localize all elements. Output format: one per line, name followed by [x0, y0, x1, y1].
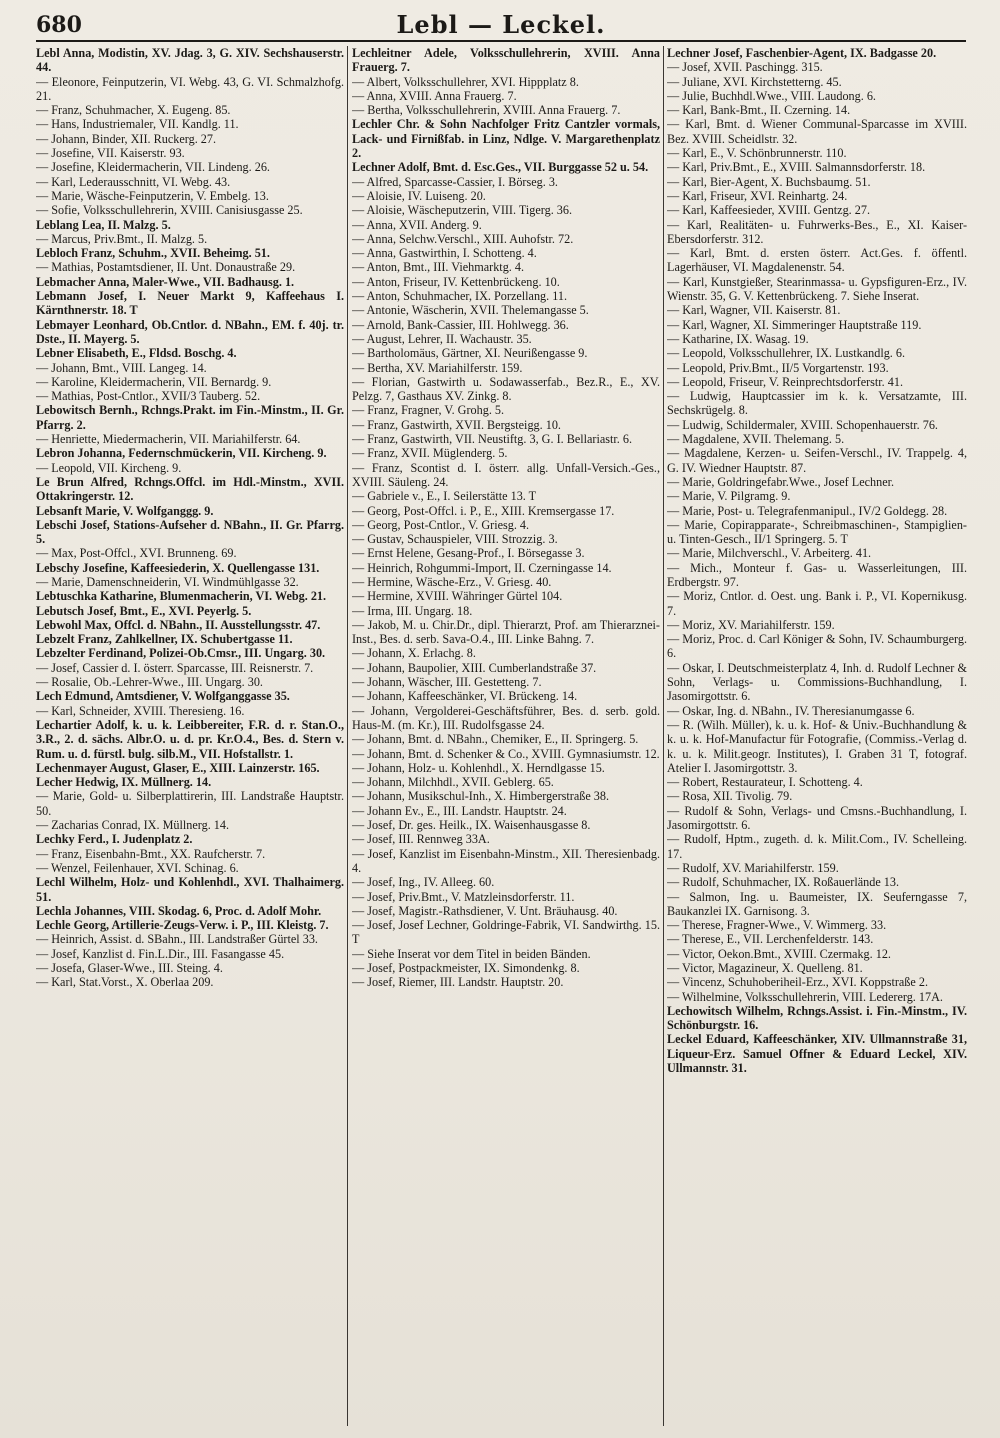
directory-entry: — August, Lehrer, II. Wachaustr. 35.	[352, 331, 532, 346]
directory-entry: — Marcus, Priv.Bmt., II. Malzg. 5.	[36, 231, 208, 246]
directory-entry: — Marie, Goldringefabr.Wwe., Josef Lechner.	[667, 474, 895, 489]
directory-entry: Leckel Eduard, Kaffeeschänker, XIV. Ullmannstraße 31, Liqueur-Erz. Samuel Offner & Eduard Leckel, XIV. Ullmannstr. 31.	[667, 1032, 967, 1076]
directory-entry: — Karl, Friseur, XVI. Reinhartg. 24.	[667, 188, 848, 203]
directory-entry: — Karl, Kaffeesieder, XVIII. Gentzg. 27.	[667, 203, 871, 218]
directory-entry: — Johann, Bmt. d. NBahn., Chemiker, E., II. Springerg. 5.	[352, 732, 639, 747]
directory-entry: — Josef, Postpackmeister, IX. Simondenkg. 8.	[352, 961, 580, 975]
directory-entry: — Gabriele v., E., I. Seilerstätte 13. T	[352, 489, 537, 504]
directory-entry: — Anton, Schuhmacher, IX. Porzellang. 11.	[352, 289, 568, 304]
directory-entry: — Antonie, Wäscherin, XVII. Thelemangasse 5.	[352, 303, 589, 318]
directory-entry: — Gustav, Schauspieler, VIII. Strozzig. 3.	[352, 532, 558, 547]
directory-entry: — Josefa, Glaser-Wwe., III. Steing. 4.	[36, 961, 223, 975]
directory-entry: — Victor, Oekon.Bmt., XVIII. Czermakg. 12.	[667, 946, 891, 961]
directory-entry: Lechky Ferd., I. Judenplatz 2.	[36, 832, 193, 847]
page-header	[36, 8, 966, 42]
directory-entry: — Hermine, XVIII. Währinger Gürtel 104.	[352, 589, 563, 604]
directory-entry: — Rosalie, Ob.-Lehrer-Wwe., III. Ungarg. 30.	[36, 675, 263, 690]
directory-entry: Lechla Johannes, VIII. Skodag. 6, Proc. d. Adolf Mohr.	[36, 903, 322, 918]
directory-entry: — Josef, Josef Lechner, Goldringe-Fabrik, VI. Sandwirthg. 15. T	[352, 918, 660, 947]
directory-entry: — Ludwig, Hauptcassier im k. k. Versatzamte, III. Sechskrügelg. 8.	[667, 389, 967, 418]
directory-entry: — Josefine, VII. Kaiserstr. 93.	[36, 146, 185, 161]
directory-entry: — Ludwig, Schildermaler, XVIII. Schopenhauerstr. 76.	[667, 417, 938, 432]
directory-entry: Lebmann Josef, I. Neuer Markt 9, Kaffeehaus I. Kärnthnerstr. 18. T	[36, 289, 344, 318]
directory-entry: Lebzelt Franz, Zahlkellner, IX. Schubertgasse 11.	[36, 632, 293, 647]
directory-entry: — Marie, Post- u. Telegrafenmanipul., IV/2 Goldegg. 28.	[667, 503, 948, 518]
directory-entry: — Bartholomäus, Gärtner, XI. Neurißengasse 9.	[352, 346, 588, 361]
directory-entry: — Moriz, Proc. d. Carl Königer & Sohn, IV. Schaumburgerg. 6.	[667, 632, 967, 661]
directory-entry: — Josefine, Kleidermacherin, VII. Lindeng. 26.	[36, 160, 270, 175]
directory-entry: — Johann, Musikschul-Inh., X. Himbergerstraße 38.	[352, 789, 610, 804]
directory-entry: — Ernst Helene, Gesang-Prof., I. Börsegasse 3.	[352, 546, 585, 561]
directory-entry: — Karl, Bank-Bmt., II. Czerning. 14.	[667, 103, 851, 118]
column-divider	[663, 46, 664, 1426]
directory-entry: — Arnold, Bank-Cassier, III. Hohlwegg. 36.	[352, 317, 569, 332]
directory-entry: — Anna, XVIII. Anna Frauerg. 7.	[352, 88, 517, 103]
directory-entry: — Katharine, IX. Wasag. 19.	[667, 331, 809, 346]
directory-entry: Lechenmayer August, Glaser, E., XIII. Lainzerstr. 165.	[36, 760, 320, 775]
directory-entry: Lebmacher Anna, Maler-Wwe., VII. Badhausg. 1.	[36, 274, 295, 289]
directory-entry: — Robert, Restaurateur, I. Schotteng. 4.	[667, 775, 863, 790]
directory-entry: — Karl, Wagner, XI. Simmeringer Hauptstraße 119.	[667, 317, 922, 332]
directory-entry: — Marie, Damenschneiderin, VI. Windmühlgasse 32.	[36, 574, 299, 589]
directory-entry: — Franz, Gastwirth, XVII. Bergsteigg. 10.	[352, 417, 561, 432]
directory-entry: — Alfred, Sparcasse-Cassier, I. Börseg. 3.	[352, 174, 558, 189]
directory-entry: — Karl, Bmt. d. Wiener Communal-Sparcasse im XVIII. Bez. XVIII. Scheidlstr. 32.	[667, 117, 967, 146]
directory-entry: — Rosa, XII. Tivolig. 79.	[667, 789, 793, 804]
directory-entry: Lebwohl Max, Offcl. d. NBahn., II. Ausstellungsstr. 47.	[36, 617, 321, 632]
directory-entry: — Johann, Bmt., VIII. Langeg. 14.	[36, 360, 207, 375]
directory-entry: — Magdalene, XVII. Thelemang. 5.	[667, 432, 845, 447]
directory-entry: — Mich., Monteur f. Gas- u. Wasserleitungen, III. Erdbergstr. 97.	[667, 560, 967, 589]
directory-entry: — Max, Post-Offcl., XVI. Brunneng. 69.	[36, 546, 237, 561]
directory-entry: — Albert, Volksschullehrer, XVI. Hippplatz 8.	[352, 74, 579, 89]
directory-entry: — Anna, Gastwirthin, I. Schotteng. 4.	[352, 246, 537, 261]
directory-entry: — Henriette, Miedermacherin, VII. Mariahilferstr. 64.	[36, 432, 301, 447]
page-number: 680	[36, 12, 82, 38]
directory-entry: Lebschy Josefine, Kaffeesiederin, X. Quellengasse 131.	[36, 560, 320, 575]
directory-entry: — Rudolf, Hptm., zugeth. d. k. Milit.Com., IV. Schelleing. 17.	[667, 832, 967, 861]
directory-entry: — Oskar, I. Deutschmeisterplatz 4, Inh. d. Rudolf Lechner & Sohn, Verlags- u. Commissions-Buchhandlung, I. Jasomirgottstr. 6.	[667, 660, 967, 704]
directory-entry: — Rudolf, XV. Mariahilferstr. 159.	[667, 860, 839, 875]
directory-entry: Leblang Lea, II. Malzg. 5.	[36, 217, 171, 232]
directory-entry: — Anna, XVII. Anderg. 9.	[352, 217, 482, 232]
directory-entry: Lebzelter Ferdinand, Polizei-Ob.Cmsr., III. Ungarg. 30.	[36, 646, 326, 661]
directory-entry: — Karoline, Kleidermacherin, VII. Bernardg. 9.	[36, 374, 272, 389]
directory-entry: — Bertha, XV. Mariahilferstr. 159.	[352, 360, 523, 375]
directory-entry: — Josef, Magistr.-Rathsdiener, V. Unt. Bräuhausg. 40.	[352, 903, 618, 918]
directory-entry: — Irma, III. Ungarg. 18.	[352, 603, 473, 618]
directory-entry: — Karl, Priv.Bmt., E., XVIII. Salmannsdorferstr. 18.	[667, 160, 926, 175]
directory-entry: — Josef, Kanzlist d. Fin.L.Dir., III. Fasangasse 45.	[36, 946, 285, 961]
directory-entry: — Siehe Inserat vor dem Titel in beiden Bänden.	[352, 946, 591, 961]
directory-entry: — Josef, Kanzlist im Eisenbahn-Minstm., XII. Theresienbadg. 4.	[352, 846, 660, 875]
directory-entry: Lebutsch Josef, Bmt., E., XVI. Peyerlg. 5.	[36, 603, 252, 618]
directory-entry: — Hans, Industriemaler, VII. Kandlg. 11.	[36, 117, 239, 132]
directory-entry: — Marie, Milchverschl., V. Arbeiterg. 41.	[667, 546, 872, 561]
directory-entry: — Josef, III. Rennweg 33A.	[352, 832, 490, 847]
directory-entry: — Karl, Bier-Agent, X. Buchsbaumg. 51.	[667, 174, 871, 189]
directory-entry: — Georg, Post-Cntlor., V. Griesg. 4.	[352, 517, 530, 532]
directory-entry: — Johann, Bmt. d. Schenker & Co., XVIII. Gymnasiumstr. 12.	[352, 746, 660, 761]
directory-entry: — Salmon, Ing. u. Baumeister, IX. Seuferngasse 7, Baukanzlei IX. Garnisong. 3.	[667, 889, 967, 918]
directory-entry: — Josef, XVII. Paschingg. 315.	[667, 60, 823, 75]
directory-entry: — Karl, Wagner, VII. Kaiserstr. 81.	[667, 303, 841, 318]
column-2	[352, 46, 660, 1430]
directory-entry: — Georg, Post-Offcl. i. P., E., XIII. Kremsergasse 17.	[352, 503, 615, 518]
directory-entry: — Moriz, XV. Mariahilferstr. 159.	[667, 617, 835, 632]
directory-entry: — Heinrich, Assist. d. SBahn., III. Landstraßer Gürtel 33.	[36, 932, 318, 947]
directory-entry: — Hermine, Wäsche-Erz., V. Griesg. 40.	[352, 574, 552, 589]
directory-entry: Lechner Adolf, Bmt. d. Esc.Ges., VII. Burggasse 52 u. 54.	[352, 160, 649, 175]
directory-entry: — Oskar, Ing. d. NBahn., IV. Theresianumgasse 6.	[667, 703, 915, 718]
directory-entry: — Marie, Wäsche-Feinputzerin, V. Embelg. 13.	[36, 188, 269, 203]
directory-entry: — Victor, Magazineur, X. Quelleng. 81.	[667, 961, 863, 975]
directory-entry: Le Brun Alfred, Rchngs.Offcl. im Hdl.-Minstm., XVII. Ottakringerstr. 12.	[36, 474, 344, 504]
directory-entry: — Rudolf & Sohn, Verlags- und Cmsns.-Buchhandlung, I. Jasomirgottstr. 6.	[667, 803, 967, 833]
directory-entry: — R. (Wilh. Müller), k. u. k. Hof- & Univ.-Buchhandlung & k. u. k. Hof-Manufactur für Fotografie, (Commiss.-Verlag d. k. u. k. Milit.geogr. Institutes), I. Graben 31 T, fotograf. Atelier I. Jasomirgottstr. 3.	[667, 717, 967, 775]
directory-entry: Lechl Wilhelm, Holz- und Kohlenhdl., XVI. Thalhaimerg. 51.	[36, 875, 344, 904]
directory-entry: — Marie, V. Pilgramg. 9.	[667, 489, 791, 504]
directory-entry: — Rudolf, Schuhmacher, IX. Roßauerlände 13.	[667, 875, 900, 890]
directory-entry: — Florian, Gastwirth u. Sodawasserfab., Bez.R., E., XV. Pelzg. 7, Gasthaus XV. Zinkg. 8.	[352, 374, 660, 404]
directory-entry: — Franz, Gastwirth, VII. Neustiftg. 3, G. I. Bellariastr. 6.	[352, 432, 633, 447]
directory-entry: — Franz, Fragner, V. Grohg. 5.	[352, 403, 505, 418]
directory-entry: — Eleonore, Feinputzerin, VI. Webg. 43, G. VI. Schmalzhofg. 21.	[36, 74, 344, 103]
directory-entry: — Franz, Schuhmacher, X. Eugeng. 85.	[36, 103, 231, 118]
directory-entry: Lechner Josef, Faschenbier-Agent, IX. Badgasse 20.	[667, 46, 937, 60]
directory-entry: — Karl, Kunstgießer, Stearinmassa- u. Gypsfiguren-Erz., IV. Wienstr. 35, G. V. Kettenbrückeng. 7. Siehe Inserat.	[667, 274, 967, 304]
directory-entry: — Josef, Cassier d. I. österr. Sparcasse, III. Reisnerstr. 7.	[36, 660, 314, 675]
directory-entry: — Josef, Dr. ges. Heilk., IX. Waisenhausgasse 8.	[352, 818, 591, 833]
directory-entry: — Josef, Priv.Bmt., V. Matzleinsdorferstr. 11.	[352, 889, 575, 904]
directory-entry: Lech Edmund, Amtsdiener, V. Wolfganggasse 35.	[36, 689, 290, 704]
directory-entry: — Johann Ev., E., III. Landstr. Hauptstr. 24.	[352, 803, 567, 818]
column-divider	[347, 46, 348, 1426]
directory-entry: Lechleitner Adele, Volksschullehrerin, XVIII. Anna Frauerg. 7.	[352, 46, 660, 75]
column-3	[667, 46, 967, 1430]
directory-entry: — Franz, XVII. Müglenderg. 5.	[352, 446, 508, 461]
directory-entry: Lebschi Josef, Stations-Aufseher d. NBahn., II. Gr. Pfarrg. 5.	[36, 517, 344, 547]
directory-entry: — Josef, Ing., IV. Alleeg. 60.	[352, 875, 495, 890]
directory-entry: — Heinrich, Rohgummi-Import, II. Czerningasse 14.	[352, 560, 612, 575]
directory-entry: Lechler Chr. & Sohn Nachfolger Fritz Cantzler vormals, Lack- und Firnißfab. in Linz, Ndlge. V. Margarethenplatz 2.	[352, 117, 660, 161]
directory-entry: — Franz, Scontist d. I. österr. allg. Unfall-Versich.-Ges., XVIII. Säuleng. 24.	[352, 460, 660, 489]
directory-entry: Lebron Johanna, Federnschmückerin, VII. Kircheng. 9.	[36, 446, 327, 461]
directory-entry: — Jakob, M. u. Chir.Dr., dipl. Thierarzt, Prof. am Thierarznei-Inst., Bes. d. serb. Sava-O.4., III. Linke Bahng. 7.	[352, 617, 660, 647]
directory-entry: — Anna, Selchw.Verschl., XIII. Auhofstr. 72.	[352, 231, 574, 246]
directory-entry: — Mathias, Postamtsdiener, II. Unt. Donaustraße 29.	[36, 260, 296, 275]
directory-entry: — Leopold, Priv.Bmt., II/5 Vorgartenstr. 193.	[667, 360, 889, 375]
directory-entry: — Johann, Vergolderei-Geschäftsführer, Bes. d. serb. gold. Haus-M. (m. Kr.), III. Rudolfsgasse 24.	[352, 703, 660, 732]
directory-entry: — Marie, Gold- u. Silberplattirerin, III. Landstraße Hauptstr. 50.	[36, 789, 344, 818]
directory-entry: Lebmayer Leonhard, Ob.Cntlor. d. NBahn., EM. f. 40j. tr. Dste., II. Mayerg. 5.	[36, 317, 344, 346]
directory-entry: — Wilhelmine, Volksschullehrerin, VIII. Ledererg. 17A.	[667, 989, 943, 1004]
directory-entry: Lechartier Adolf, k. u. k. Leibbereiter, F.R. d. r. Stan.O., 3.R., 2. d. sächs. Albr.O. u. d. pr. Kr.O.4., Bes. d. Stern v. Rum. u. d. fürstl. bulg. silb.M., VII. Hofstallstr. 1.	[36, 717, 344, 761]
directory-entry: — Anton, Friseur, IV. Kettenbrückeng. 10.	[352, 274, 560, 289]
directory-entry: — Marie, Copirapparate-, Schreibmaschinen-, Stampiglien- u. Tinten-Gesch., II/1 Springerg. 5. T	[667, 517, 967, 547]
directory-entry: — Bertha, Volksschullehrerin, XVIII. Anna Frauerg. 7.	[352, 103, 621, 118]
directory-entry: — Johann, Holz- u. Kohlenhdl., X. Herndlgasse 15.	[352, 760, 605, 775]
directory-entry: — Leopold, VII. Kircheng. 9.	[36, 460, 182, 475]
directory-entry: — Johann, Kaffeeschänker, VI. Brückeng. 14.	[352, 689, 578, 704]
directory-entry: Lecher Hedwig, IX. Müllnerg. 14.	[36, 775, 212, 790]
directory-entry: — Magdalene, Kerzen- u. Seifen-Verschl., IV. Trappelg. 4, G. IV. Wiedner Hauptstr. 87.	[667, 446, 967, 475]
running-head: Lebl — Leckel.	[396, 10, 606, 39]
directory-entry: — Karl, Realitäten- u. Fuhrwerks-Bes., E., XI. Kaiser-Ebersdorferstr. 312.	[667, 217, 967, 246]
directory-entry: — Johann, Binder, XII. Ruckerg. 27.	[36, 131, 217, 146]
directory-entry: — Johann, X. Erlachg. 8.	[352, 646, 476, 661]
directory-entry: — Josef, Riemer, III. Landstr. Hauptstr. 20.	[352, 975, 564, 990]
directory-entry: — Johann, Wäscher, III. Gestetteng. 7.	[352, 675, 542, 690]
directory-entry: Lechowitsch Wilhelm, Rchngs.Assist. i. Fin.-Minstm., IV. Schönburgstr. 16.	[667, 1003, 967, 1033]
directory-entry: — Johann, Milchhdl., XVII. Geblerg. 65.	[352, 775, 554, 790]
directory-entry: — Wenzel, Feilenhauer, XVI. Schinag. 6.	[36, 860, 239, 875]
directory-entry: Lebner Elisabeth, E., Fldsd. Boschg. 4.	[36, 346, 237, 361]
directory-entry: — Anton, Bmt., III. Viehmarktg. 4.	[352, 260, 525, 275]
directory-entry: — Julie, Buchhdl.Wwe., VIII. Laudong. 6.	[667, 88, 876, 103]
column-1	[36, 46, 344, 1430]
directory-entry: — Leopold, Volksschullehrer, IX. Lustkandlg. 6.	[667, 346, 906, 361]
directory-entry: — Therese, Fragner-Wwe., V. Wimmerg. 33.	[667, 918, 887, 933]
directory-entry: — Johann, Baupolier, XIII. Cumberlandstraße 37.	[352, 660, 597, 675]
directory-entry: — Therese, E., VII. Lerchenfelderstr. 143.	[667, 932, 874, 947]
directory-entry: Lebowitsch Bernh., Rchngs.Prakt. im Fin.-Minstm., II. Gr. Pfarrg. 2.	[36, 403, 344, 432]
directory-entry: — Karl, Schneider, XVIII. Theresieng. 16.	[36, 703, 245, 718]
directory-entry: — Karl, Lederausschnitt, VI. Webg. 43.	[36, 174, 231, 189]
directory-entry: — Leopold, Friseur, V. Reinprechtsdorferstr. 41.	[667, 374, 904, 389]
directory-entry: — Moriz, Cntlor. d. Oest. ung. Bank i. P., VI. Kopernikusg. 7.	[667, 589, 967, 618]
directory-entry: — Franz, Eisenbahn-Bmt., XX. Raufcherstr. 7.	[36, 846, 266, 861]
directory-entry: Lebloch Franz, Schuhm., XVII. Beheimg. 51.	[36, 246, 270, 261]
directory-entry: — Karl, E., V. Schönbrunnerstr. 110.	[667, 146, 847, 161]
directory-entry: — Juliane, XVI. Kirchstetterng. 45.	[667, 74, 842, 89]
directory-entry: — Zacharias Conrad, IX. Müllnerg. 14.	[36, 818, 230, 833]
directory-entry: — Vincenz, Schuhoberiheil-Erz., XVI. Koppstraße 2.	[667, 975, 929, 990]
directory-entry: Lebsanft Marie, V. Wolfganggg. 9.	[36, 503, 214, 518]
directory-entry: — Aloisie, Wäscheputzerin, VIII. Tigerg. 36.	[352, 203, 573, 218]
directory-entry: — Sofie, Volksschullehrerin, XVIII. Canisiusgasse 25.	[36, 203, 303, 218]
directory-entry: — Aloisie, IV. Luiseng. 20.	[352, 188, 486, 203]
directory-entry: — Mathias, Post-Cntlor., XVII/3 Tauberg. 52.	[36, 389, 261, 404]
directory-entry: Lebl Anna, Modistin, XV. Jdag. 3, G. XIV. Sechshauserstr. 44.	[36, 46, 344, 75]
directory-entry: Lebtuschka Katharine, Blumenmacherin, VI. Webg. 21.	[36, 589, 327, 604]
directory-entry: — Karl, Bmt. d. ersten österr. Act.Ges. f. öffentl. Lagerhäuser, VI. Magdalenenstr. 54.	[667, 246, 967, 275]
directory-entry: — Karl, Stat.Vorst., X. Oberlaa 209.	[36, 975, 214, 990]
directory-entry: Lechle Georg, Artillerie-Zeugs-Verw. i. P., III. Kleistg. 7.	[36, 918, 329, 933]
